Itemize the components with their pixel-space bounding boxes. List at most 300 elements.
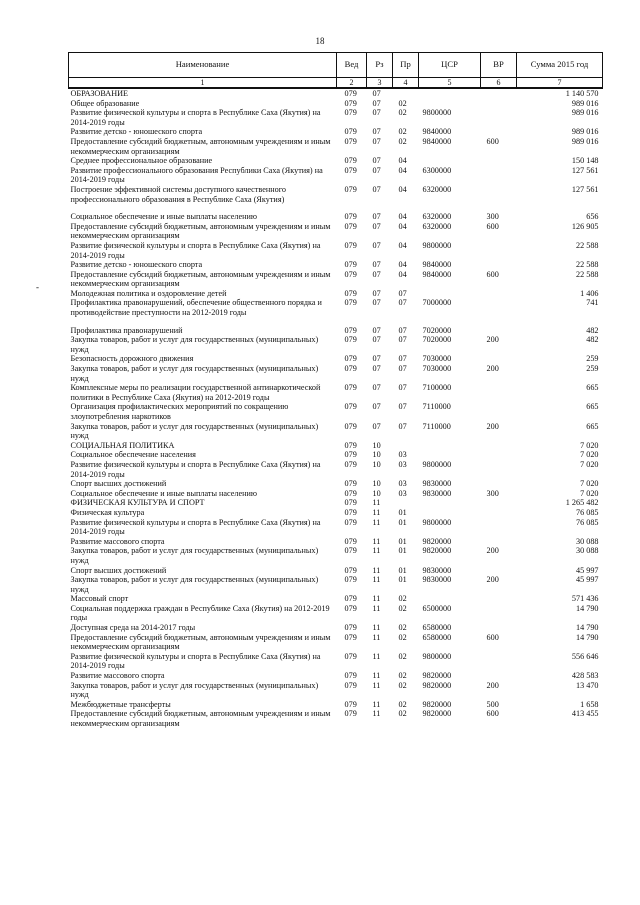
cell-ved: 079 (344, 680, 357, 690)
cell-pr: 04 (398, 240, 407, 250)
cell-sum: 22 588 (575, 240, 599, 250)
cell-sum: 989 016 (571, 98, 599, 108)
cell-csr: 9830000 (422, 575, 452, 585)
cell-ved: 079 (344, 507, 357, 517)
cell-csr (419, 594, 481, 604)
side-mark: - (36, 282, 39, 292)
cell-csr: 9820000 (422, 709, 452, 719)
cell-rz: 07 (372, 325, 381, 335)
cell-sum: 7 020 (580, 440, 599, 450)
cell-name: Закупка товаров, работ и услуг для государственных (муниципальных) нужд (70, 364, 319, 383)
cell-vr (481, 298, 517, 317)
cell-sum: 989 016 (571, 136, 599, 146)
cell-vr (481, 671, 517, 681)
cell-vr (481, 289, 517, 299)
cell-pr: 07 (398, 354, 407, 364)
cell-ved: 079 (344, 165, 357, 175)
cell-sum: 989 016 (571, 127, 599, 137)
cell-ved: 079 (344, 671, 357, 681)
cell-name: Среднее профессиональное образование (70, 156, 213, 166)
table-row (69, 289, 603, 299)
cell-ved: 079 (344, 517, 357, 527)
cell-name: Закупка товаров, работ и услуг для государственных (муниципальных) нужд (70, 546, 319, 565)
table-row (69, 137, 603, 156)
cell-csr: 6580000 (422, 623, 452, 633)
cell-pr: 01 (398, 536, 407, 546)
table-row (69, 127, 603, 137)
table-row (69, 671, 603, 681)
cell-name: Межбюджетные трансферты (70, 699, 171, 709)
column-header-vr: ВР (481, 53, 517, 78)
cell-pr: 03 (398, 450, 407, 460)
cell-name: Развитие физической культуры и спорта в Республике Саха (Якутия) на 2014-2019 годы (70, 240, 321, 260)
cell-pr: 02 (398, 699, 407, 709)
cell-ved: 079 (344, 632, 357, 642)
cell-rz: 11 (372, 699, 381, 709)
cell-vr: 200 (486, 575, 499, 585)
cell-csr: 9830000 (422, 488, 452, 498)
cell-sum: 45 997 (575, 565, 599, 575)
budget-table (68, 52, 603, 729)
cell-pr: 03 (398, 488, 407, 498)
cell-csr (419, 450, 481, 460)
table-row (69, 212, 603, 222)
cell-name: Развитие физической культуры и спорта в Республике Саха (Якутия) на 2014-2019 годы (70, 459, 321, 479)
cell-sum: 665 (586, 421, 599, 431)
cell-pr: 03 (398, 479, 407, 489)
cell-sum: 14 790 (575, 632, 599, 642)
table-row (69, 546, 603, 565)
table-row (69, 108, 603, 127)
cell-pr: 02 (398, 671, 407, 681)
cell-csr (419, 498, 481, 508)
cell-name: Предоставление субсидий бюджетным, автономным учреждениям и иным некоммерческим организациям (70, 136, 331, 156)
cell-rz: 07 (372, 402, 381, 412)
cell-sum: 665 (586, 402, 599, 412)
cell-rz: 11 (372, 632, 381, 642)
cell-rz: 07 (372, 260, 381, 270)
cell-vr (481, 156, 517, 166)
cell-pr: 07 (398, 325, 407, 335)
cell-rz: 07 (372, 221, 381, 231)
table-row (69, 575, 603, 594)
cell-csr: 7000000 (422, 298, 452, 308)
cell-rz: 07 (372, 136, 381, 146)
cell-csr: 6500000 (422, 603, 452, 613)
cell-pr: 04 (398, 156, 407, 166)
cell-vr (481, 450, 517, 460)
cell-rz: 11 (372, 565, 381, 575)
cell-vr: 300 (486, 212, 499, 222)
cell-csr (419, 88, 481, 99)
cell-pr: 07 (398, 402, 407, 412)
cell-name: Развитие физической культуры и спорта в Республике Саха (Якутия) на 2014-2019 годы (70, 651, 321, 671)
cell-csr: 7110000 (422, 421, 451, 431)
table-row (69, 479, 603, 489)
table-row (69, 450, 603, 460)
table-row (69, 335, 603, 354)
cell-sum: 45 997 (575, 575, 599, 585)
cell-ved: 079 (344, 354, 357, 364)
cell-vr (481, 441, 517, 451)
table-row (69, 166, 603, 185)
cell-rz: 07 (372, 269, 381, 279)
cell-pr: 02 (398, 127, 407, 137)
table-row (69, 623, 603, 633)
cell-ved: 079 (344, 221, 357, 231)
cell-vr (481, 518, 517, 537)
cell-sum: 127 561 (571, 165, 599, 175)
cell-ved: 079 (344, 127, 357, 137)
cell-pr: 04 (398, 165, 407, 175)
cell-name: Безопасность дорожного движения (70, 354, 194, 364)
cell-sum: 989 016 (571, 108, 599, 118)
cell-ved: 079 (344, 269, 357, 279)
cell-rz: 07 (372, 156, 381, 166)
cell-rz: 07 (372, 298, 381, 308)
cell-rz: 07 (372, 212, 381, 222)
cell-pr: 07 (398, 298, 407, 308)
cell-csr (419, 289, 481, 299)
table-row (69, 709, 603, 728)
cell-csr: 9820000 (422, 546, 452, 556)
cell-vr (481, 127, 517, 137)
cell-rz: 10 (372, 488, 381, 498)
cell-csr: 7110000 (422, 402, 451, 412)
column-header-rz: Рз (367, 53, 393, 78)
cell-rz: 11 (372, 671, 381, 681)
cell-csr: 9800000 (422, 108, 452, 118)
header-row (69, 53, 603, 78)
cell-vr: 600 (486, 136, 499, 146)
cell-vr: 200 (486, 335, 499, 345)
table-row (69, 633, 603, 652)
cell-csr: 9840000 (422, 260, 452, 270)
cell-vr (481, 402, 517, 421)
cell-name: Организация профилактических мероприятий по сокращению злоупотребления наркотиков (70, 402, 289, 421)
cell-vr (481, 566, 517, 576)
cell-rz: 07 (372, 165, 381, 175)
cell-csr: 9830000 (422, 479, 452, 489)
cell-name: Развитие физической культуры и спорта в Республике Саха (Якутия) на 2014-2019 годы (70, 108, 321, 127)
cell-name: Развитие массового спорта (70, 671, 165, 681)
cell-sum: 1 658 (580, 699, 599, 709)
cell-csr: 7020000 (422, 335, 452, 345)
cell-csr: 6580000 (422, 632, 452, 642)
cell-csr: 6320000 (422, 212, 452, 222)
cell-pr: 02 (398, 98, 407, 108)
cell-ved: 079 (344, 575, 357, 585)
cell-vr: 600 (486, 709, 499, 719)
cell-pr: 01 (398, 575, 407, 585)
cell-name: Доступная среда на 2014-2017 годы (70, 623, 196, 633)
cell-sum: 22 588 (575, 260, 599, 270)
table-row (69, 537, 603, 547)
cell-sum: 1 406 (580, 288, 599, 298)
cell-ved: 079 (344, 623, 357, 633)
cell-sum: 482 (586, 335, 599, 345)
cell-vr (481, 99, 517, 109)
column-number: 6 (481, 78, 517, 89)
table-row (69, 566, 603, 576)
cell-rz: 10 (372, 450, 381, 460)
cell-csr: 6320000 (422, 184, 452, 194)
cell-sum: 30 088 (575, 546, 599, 556)
cell-ved: 079 (344, 98, 357, 108)
cell-ved: 079 (344, 156, 357, 166)
cell-name: Предоставление субсидий бюджетным, автономным учреждениям и иным некоммерческим организациям (70, 632, 331, 652)
table-row (69, 518, 603, 537)
table-row (69, 508, 603, 518)
column-header-csr: ЦСР (419, 53, 481, 78)
cell-ved: 079 (344, 184, 357, 194)
cell-name: Профилактика правонарушений, обеспечение общественного порядка и противодействие преступности на 2012-2019 годы (70, 298, 322, 318)
cell-csr: 9800000 (422, 517, 452, 527)
column-number: 7 (517, 78, 603, 89)
cell-name: Социальное обеспечение и иные выплаты населению (70, 488, 257, 498)
cell-name: Общее образование (70, 98, 140, 108)
cell-pr: 01 (398, 565, 407, 575)
table-row (69, 441, 603, 451)
cell-sum: 30 088 (575, 536, 599, 546)
cell-name: Профилактика правонарушений (70, 325, 183, 335)
table-row (69, 99, 603, 109)
cell-csr: 9820000 (422, 680, 452, 690)
cell-ved: 079 (344, 603, 357, 613)
cell-rz: 11 (372, 623, 381, 633)
cell-csr: 9820000 (422, 536, 452, 546)
cell-vr (481, 166, 517, 185)
cell-pr: 02 (398, 623, 407, 633)
cell-pr: 01 (398, 517, 407, 527)
cell-ved: 079 (344, 488, 357, 498)
cell-pr: 04 (398, 260, 407, 270)
cell-name: Молодежная политика и оздоровление детей (70, 288, 227, 298)
cell-rz: 10 (372, 440, 381, 450)
cell-name: Закупка товаров, работ и услуг для государственных (муниципальных) нужд (70, 575, 319, 594)
cell-sum: 413 455 (571, 709, 599, 719)
cell-rz: 07 (372, 421, 381, 431)
cell-ved: 079 (344, 136, 357, 146)
cell-csr (419, 441, 481, 451)
table-row (69, 298, 603, 317)
cell-ved: 079 (344, 325, 357, 335)
cell-pr: 07 (398, 288, 407, 298)
cell-pr: 02 (398, 680, 407, 690)
cell-name: Закупка товаров, работ и услуг для государственных (муниципальных) нужд (70, 421, 319, 441)
cell-name: Развитие физической культуры и спорта в Республике Саха (Якутия) на 2014-2019 годы (70, 517, 321, 537)
cell-vr (481, 498, 517, 508)
cell-name: Социальное обеспечение и иные выплаты населению (70, 212, 257, 222)
cell-ved: 079 (344, 108, 357, 118)
cell-rz: 11 (372, 680, 381, 690)
cell-ved: 079 (344, 565, 357, 575)
cell-pr: 02 (398, 108, 407, 118)
table-row (69, 594, 603, 604)
cell-ved: 079 (344, 546, 357, 556)
column-header-sum: Сумма 2015 год (517, 53, 603, 78)
cell-vr (481, 594, 517, 604)
table-row (69, 354, 603, 364)
cell-name: Построение эффективной системы доступного качественного профессионального образования в Республике Саха (Якутия) (70, 184, 286, 204)
cell-rz: 07 (372, 184, 381, 194)
cell-rz: 11 (372, 603, 381, 613)
table-row (69, 222, 603, 241)
cell-sum: 428 583 (571, 671, 599, 681)
table-row (69, 460, 603, 479)
cell-ved: 079 (344, 450, 357, 460)
cell-ved: 079 (344, 651, 357, 661)
cell-ved: 079 (344, 536, 357, 546)
cell-csr: 7030000 (422, 364, 452, 374)
cell-csr (419, 156, 481, 166)
cell-name: Спорт высших достижений (70, 565, 167, 575)
cell-csr: 9800000 (422, 240, 452, 250)
cell-csr: 9820000 (422, 699, 452, 709)
cell-vr: 200 (486, 680, 499, 690)
cell-sum: 127 561 (571, 184, 599, 194)
cell-csr: 9830000 (422, 565, 452, 575)
cell-rz: 11 (372, 536, 381, 546)
cell-name: СОЦИАЛЬНАЯ ПОЛИТИКА (70, 440, 175, 450)
cell-ved: 079 (344, 212, 357, 222)
column-number: 1 (69, 78, 337, 89)
cell-vr: 300 (486, 488, 499, 498)
cell-name: Развитие детско - юношеского спорта (70, 260, 203, 270)
cell-ved: 079 (344, 298, 357, 308)
table-row (69, 156, 603, 166)
cell-sum: 665 (586, 383, 599, 393)
cell-vr (481, 241, 517, 260)
cell-name: Предоставление субсидий бюджетным, автономным учреждениям и иным некоммерческим организациям (70, 221, 331, 241)
table-row (69, 498, 603, 508)
cell-vr: 600 (486, 221, 499, 231)
cell-pr: 01 (398, 507, 407, 517)
cell-vr: 600 (486, 269, 499, 279)
cell-vr: 200 (486, 364, 499, 374)
cell-vr (481, 260, 517, 270)
cell-vr (481, 354, 517, 364)
cell-name: Предоставление субсидий бюджетным, автономным учреждениям и иным некоммерческим организациям (70, 709, 331, 728)
cell-sum: 150 148 (571, 156, 599, 166)
cell-csr: 9800000 (422, 459, 452, 469)
cell-vr (481, 108, 517, 127)
cell-name: Социальная поддержка граждан в Республике Саха (Якутия) на 2012-2019 годы (70, 603, 330, 623)
cell-name: Физическая культура (70, 507, 145, 517)
cell-ved: 079 (344, 364, 357, 374)
cell-name: ОБРАЗОВАНИЕ (70, 89, 129, 98)
cell-rz: 11 (372, 594, 381, 604)
cell-vr (481, 652, 517, 671)
cell-sum: 1 265 482 (565, 498, 599, 508)
cell-sum: 556 646 (571, 651, 599, 661)
cell-sum: 126 905 (571, 221, 599, 231)
cell-csr: 7020000 (422, 325, 452, 335)
cell-vr (481, 88, 517, 99)
cell-vr: 200 (486, 421, 499, 431)
cell-pr: 04 (398, 221, 407, 231)
cell-csr (419, 99, 481, 109)
table-row (69, 270, 603, 289)
cell-csr: 9840000 (422, 127, 452, 137)
cell-rz: 11 (372, 498, 381, 508)
cell-name: Массовый спорт (70, 594, 129, 604)
cell-pr (393, 88, 419, 99)
cell-ved: 079 (344, 459, 357, 469)
cell-pr: 04 (398, 212, 407, 222)
cell-name: Закупка товаров, работ и услуг для государственных (муниципальных) нужд (70, 335, 319, 354)
cell-rz: 07 (372, 383, 381, 393)
cell-vr (481, 460, 517, 479)
cell-vr (481, 508, 517, 518)
cell-ved: 079 (344, 479, 357, 489)
cell-sum: 22 588 (575, 269, 599, 279)
cell-rz: 07 (372, 288, 381, 298)
cell-csr: 9840000 (422, 269, 452, 279)
cell-pr: 03 (398, 459, 407, 469)
table-row (69, 681, 603, 700)
column-header-pr: Пр (393, 53, 419, 78)
table-body (69, 88, 603, 729)
cell-pr (393, 441, 419, 451)
cell-ved: 079 (344, 288, 357, 298)
cell-csr: 9840000 (422, 136, 452, 146)
cell-ved: 079 (344, 335, 357, 345)
row-spacer (69, 204, 603, 212)
cell-csr: 7030000 (422, 354, 452, 364)
cell-csr: 9820000 (422, 671, 452, 681)
column-number: 3 (367, 78, 393, 89)
table-row (69, 364, 603, 383)
cell-csr: 7100000 (422, 383, 452, 393)
cell-pr: 02 (398, 651, 407, 661)
cell-ved: 079 (344, 383, 357, 393)
cell-pr: 01 (398, 546, 407, 556)
cell-name: Развитие детско - юношеского спорта (70, 127, 203, 137)
cell-ved: 079 (344, 709, 357, 719)
cell-pr: 07 (398, 383, 407, 393)
cell-vr (481, 383, 517, 402)
cell-ved: 079 (344, 699, 357, 709)
column-number: 2 (337, 78, 367, 89)
table-row (69, 383, 603, 402)
table-row (69, 185, 603, 204)
column-header-name: Наименование (69, 53, 337, 78)
cell-sum: 76 085 (575, 507, 599, 517)
cell-vr (481, 326, 517, 336)
cell-rz: 10 (372, 479, 381, 489)
cell-sum: 76 085 (575, 517, 599, 527)
cell-csr (419, 508, 481, 518)
cell-pr: 04 (398, 184, 407, 194)
page-number: 18 (315, 36, 325, 46)
cell-name: Закупка товаров, работ и услуг для государственных (муниципальных) нужд (70, 680, 319, 700)
cell-rz: 07 (372, 89, 381, 98)
cell-vr (481, 479, 517, 489)
cell-sum: 656 (586, 212, 599, 222)
table-row (69, 260, 603, 270)
table-row (69, 422, 603, 441)
cell-csr: 9800000 (422, 651, 452, 661)
cell-pr: 02 (398, 594, 407, 604)
cell-sum: 259 (586, 354, 599, 364)
cell-pr: 02 (398, 709, 407, 719)
cell-ved: 079 (344, 402, 357, 412)
cell-rz: 11 (372, 507, 381, 517)
cell-ved: 079 (344, 89, 357, 98)
spacer-cell (69, 318, 603, 326)
cell-rz: 11 (372, 709, 381, 719)
